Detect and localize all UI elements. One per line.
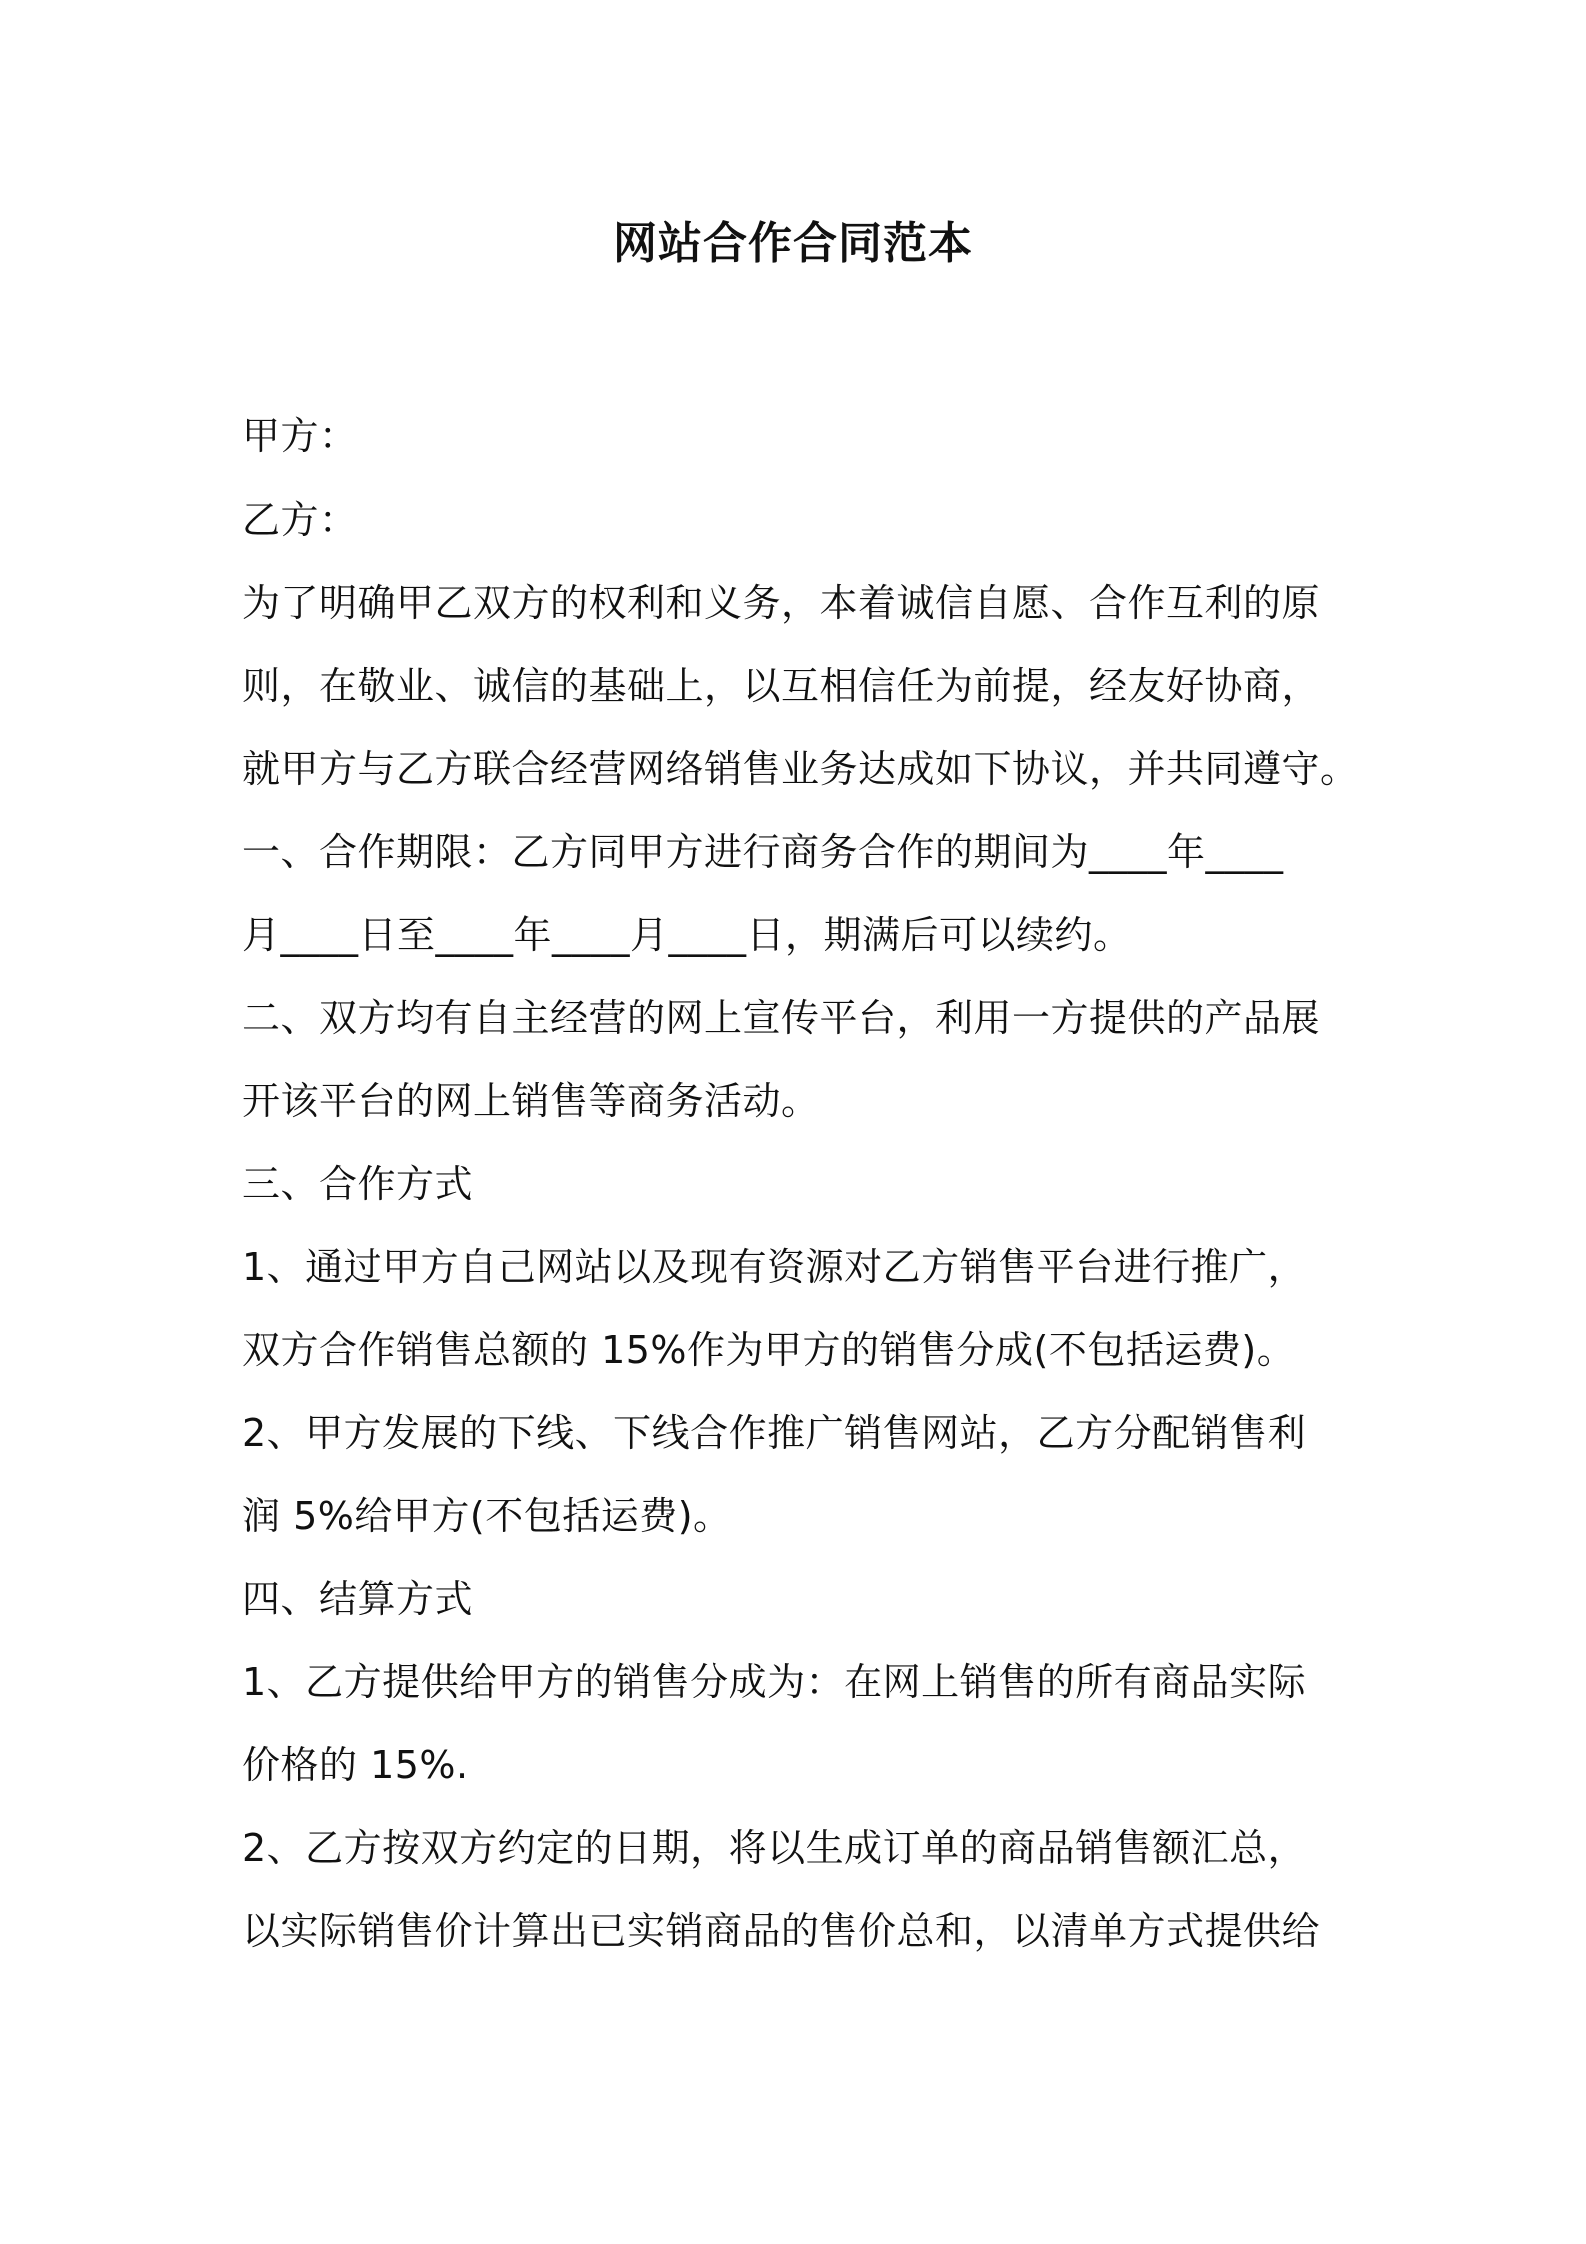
paragraph-line: 一、合作期限：乙方同甲方进行商务合作的期间为____年____ bbox=[242, 830, 1284, 874]
paragraph-line: 月____日至____年____月____日，期满后可以续约。 bbox=[242, 913, 1132, 957]
party-b-line: 乙方： bbox=[242, 498, 358, 542]
paragraph-line: 开该平台的网上销售等商务活动。 bbox=[242, 1079, 820, 1123]
paragraph-line: 为了明确甲乙双方的权利和义务，本着诚信自愿、合作互利的原 bbox=[242, 581, 1321, 625]
paragraph-line: 润 5%给甲方(不包括运费)。 bbox=[242, 1494, 732, 1538]
paragraph-line: 以实际销售价计算出已实销商品的售价总和，以清单方式提供给 bbox=[242, 1909, 1321, 1953]
paragraph-line: 2、乙方按双方约定的日期，将以生成订单的商品销售额汇总， bbox=[242, 1826, 1307, 1870]
paragraph-line: 就甲方与乙方联合经营网络销售业务达成如下协议，并共同遵守。 bbox=[242, 747, 1359, 791]
paragraph-line: 则，在敬业、诚信的基础上，以互相信任为前提，经友好协商， bbox=[242, 664, 1321, 708]
paragraph-line: 1、通过甲方自己网站以及现有资源对乙方销售平台进行推广， bbox=[242, 1245, 1307, 1289]
paragraph-line: 二、双方均有自主经营的网上宣传平台，利用一方提供的产品展 bbox=[242, 996, 1321, 1040]
party-a-line: 甲方： bbox=[242, 414, 358, 458]
paragraph-line: 双方合作销售总额的 15%作为甲方的销售分成(不包括运费)。 bbox=[242, 1328, 1296, 1372]
paragraph-line: 1、乙方提供给甲方的销售分成为：在网上销售的所有商品实际 bbox=[242, 1660, 1307, 1704]
paragraph-line: 价格的 15%. bbox=[242, 1743, 469, 1787]
section-heading: 三、合作方式 bbox=[242, 1162, 474, 1206]
document-title: 网站合作合同范本 bbox=[613, 218, 973, 269]
section-heading: 四、结算方式 bbox=[242, 1577, 474, 1621]
paragraph-line: 2、甲方发展的下线、下线合作推广销售网站，乙方分配销售利 bbox=[242, 1411, 1307, 1455]
